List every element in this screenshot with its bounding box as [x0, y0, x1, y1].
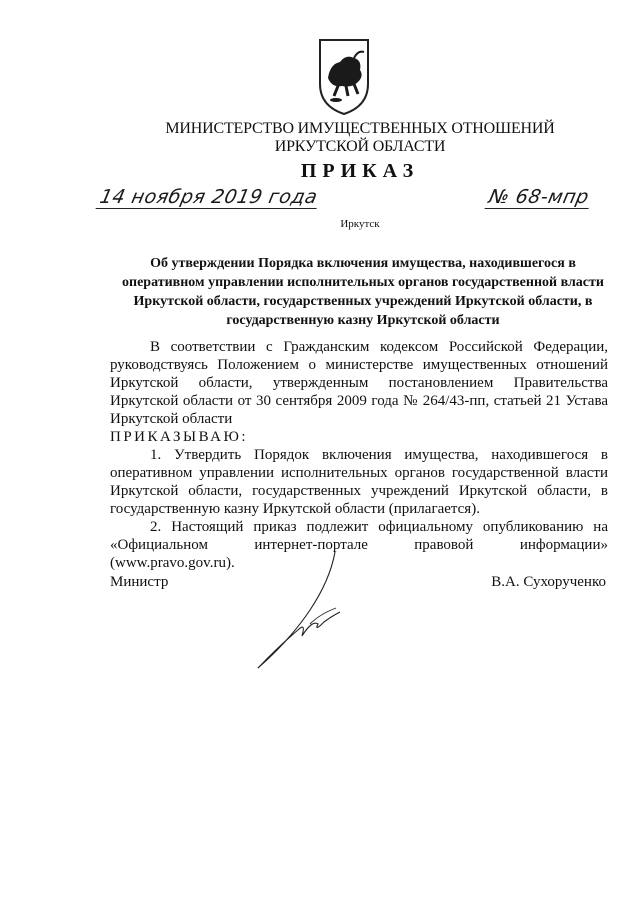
ministry-name-line1: МИНИСТЕРСТВО ИМУЩЕСТВЕННЫХ ОТНОШЕНИЙ: [165, 120, 555, 137]
signatory-name: В.А. Сухорученко: [491, 574, 606, 590]
issue-city: Иркутск: [340, 218, 380, 230]
order-body: [110, 338, 608, 572]
order-heading: Об утверждении Порядка включения имущества, находившегося в оперативном управлении исполнительных органов государственной власти Иркутской области, государственных учреждений Иркутской области, в государственную казну Иркутской области: [122, 256, 604, 328]
handwritten-signature: [240, 550, 370, 675]
preamble-paragraph: В соответствии с Гражданским кодексом Российской Федерации, руководствуясь Положением о министерстве имущественных отношений Иркутской области, утвержденным постановлением Правительства Иркутской области от 30 сентября 2009 года № 264/43-пп, статьей 21 Устава Иркутской области: [110, 339, 608, 427]
ministry-name-line2: ИРКУТСКОЙ ОБЛАСТИ: [274, 138, 446, 155]
command-word: ПРИКАЗЫВАЮ:: [110, 429, 249, 445]
document-type: ПРИКАЗ: [300, 160, 420, 182]
signatory-position: Министр: [110, 574, 169, 590]
order-item-1: 1. Утвердить Порядок включения имущества, находившегося в оперативном управлении исполнительных органов государственной власти Иркутской области, государственных учреждений Иркутской области, в государственную казну Иркутской области (прилагается).: [110, 447, 608, 517]
handwritten-date: 14 ноября 2019 года: [96, 186, 322, 209]
coat-of-arms-icon: [318, 38, 370, 116]
handwritten-order-number: № 68-мпр: [485, 186, 594, 209]
order-item-2: 2. Настоящий приказ подлежит официальному опубликованию на «Официальном интернет-портале правовой информации» (www.pravo.gov.ru).: [110, 519, 608, 571]
